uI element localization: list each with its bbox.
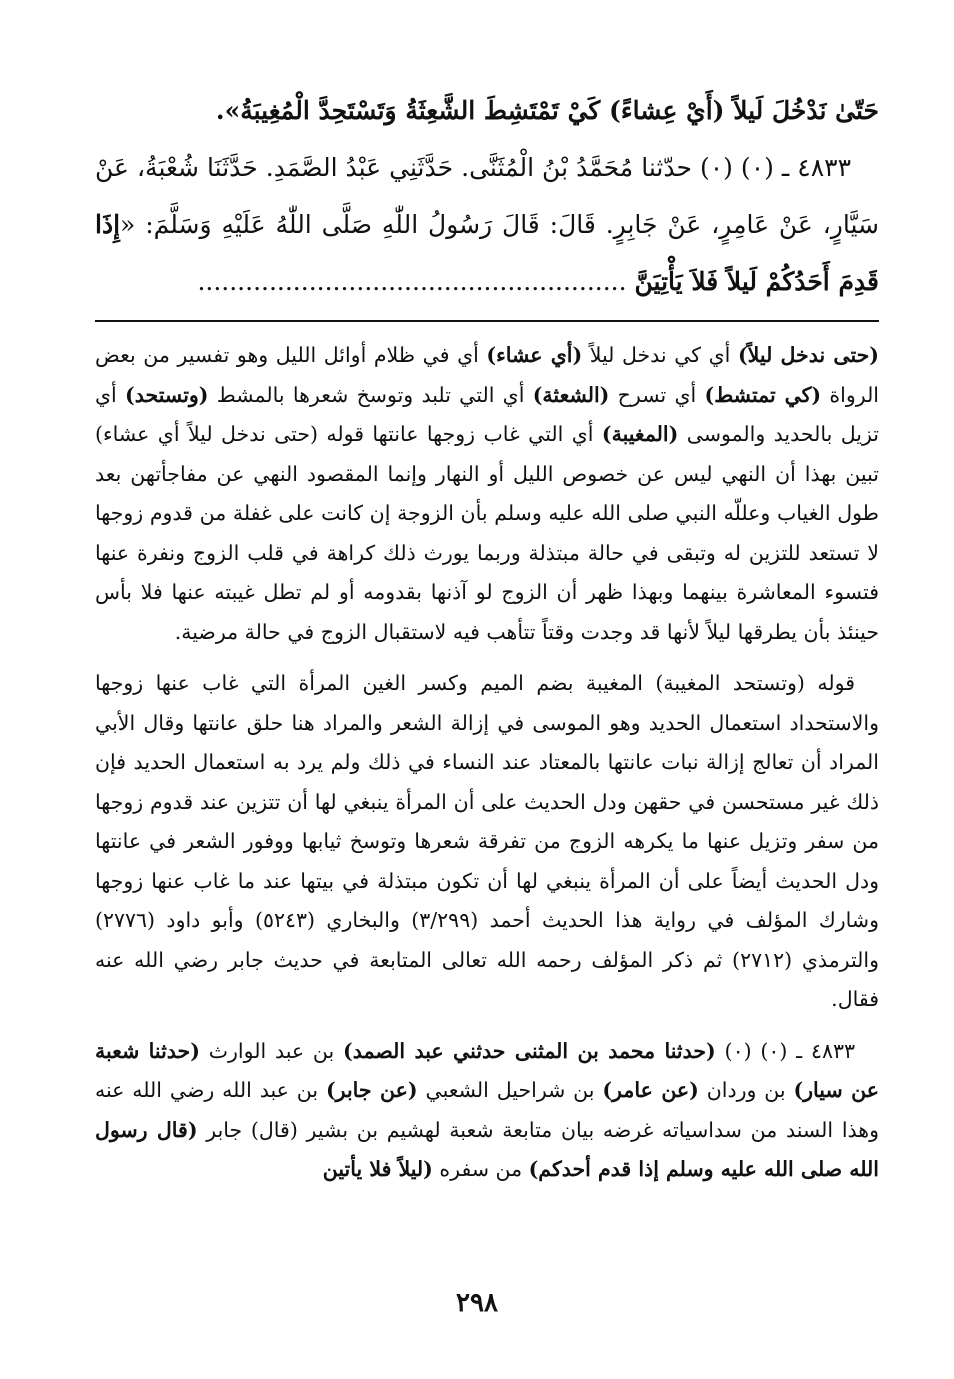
hadith-isnad: حدّثنا مُحَمَّدُ بْنُ الْمُثَنَّى. حَدَّثَنِي عَبْدُ الصَّمَدِ. حَدَّثَنَا شُعْبَةُ، عَنْ سَيَّارٍ، عَنْ عَامِرٍ، عَنْ جَابِرٍ. قَالَ: قَالَ رَسُولُ اللّٰهِ صَلَّى اللّٰهُ عَلَيْهِ وَسَلَّمَ: « — [95, 153, 879, 239]
term: (كي تمتشط) — [704, 382, 822, 407]
hadith-paragraph — [95, 139, 879, 310]
term: (عن جابر) — [325, 1078, 418, 1102]
hadith-matn: إِذَا قَدِمَ أَحَدُكُمْ لَيلاً فَلاَ يَأْتِيَنَّ — [95, 210, 879, 296]
term: (المغيبة) — [601, 422, 679, 446]
term: (عن عامر) — [602, 1078, 699, 1102]
explanation: أي التي تلبد وتوسخ شعرها بالمشط — [208, 382, 533, 407]
explanation: من سفره — [432, 1157, 529, 1181]
hadith-number: ٤٨٣٣ ـ (٠) (٠) — [715, 1038, 856, 1063]
term: (قال رسول الله صلى الله عليه وسلم إذا قدم أحدكم) — [95, 1117, 879, 1181]
explanation: أي تسرح — [609, 382, 705, 407]
hadith-continuation-line: حَتّىٰ نَدْخُلَ لَيلاً (أَيْ عِشاءً) كَيْ تَمْتَشِطَ الشَّعِثَةُ وَتَسْتَحِدَّ الْمُغِيبَةُ». — [215, 96, 879, 125]
explanation: أي كي ندخل ليلاً — [582, 343, 738, 367]
explanation: أي التي غاب زوجها عانتها قوله (حتى ندخل ليلاً أي عشاء) تبين بهذا أن النهي ليس عن خصوص الليل أو النهار وإنما المقصود النهي عن مفاجأتهن بعد طول الغياب وعللّه النبي صلى الله عليه وسلم بأن الزوجة إن كانت على غفلة من قدوم زوجها لا تستعد للتزين له وتبقى في حالة مبتذلة وربما يورث ذلك كراهة في قلب الزوج ونفرة عنها فتسوء المعاشرة بينهما وبهذا ظهر أن الزوج لو آذنها بقدومه أو لم تطل غيبته عنها فلا بأس حينئذ بأن يطرقها ليلاً لأنها قد وجدت وقتاً تتأهب فيه لاستقبال الزوج في حالة مرضية. — [95, 422, 879, 644]
explanation: بن وردان — [698, 1078, 794, 1102]
commentary-paragraph-3 — [95, 1032, 879, 1190]
hadith-dots: ...................................................... — [197, 267, 635, 296]
term: (حتى ندخل ليلاً) — [737, 343, 880, 367]
term: (وتستحد) — [125, 382, 209, 407]
commentary-block — [95, 336, 879, 1202]
hadith-text-block — [95, 82, 879, 310]
term: (حدثنا شعبة عن سيار) — [95, 1038, 879, 1102]
explanation: أي تزيل بالحديد والموسى — [95, 382, 879, 446]
footnote-divider — [95, 320, 879, 322]
page-number: ٢٩٨ — [456, 1288, 498, 1318]
explanation: بن عبد الله رضي الله عنه وهذا السند من سداسياته غرضه بيان متابعة شعبة لهشيم بن بشير (قال) جابر — [95, 1078, 879, 1142]
term: (الشعثة) — [532, 382, 610, 407]
explanation: أي في ظلام أوائل الليل وهو تفسير من بعض الرواة — [95, 343, 880, 407]
hadith-number: ٤٨٣٣ ـ (٠) (٠) — [691, 153, 851, 182]
explanation: بن عبد الوارث — [199, 1038, 344, 1063]
term: (حدثنا محمد بن المثنى حدثني عبد الصمد) — [343, 1038, 716, 1063]
commentary-paragraph-1 — [95, 336, 879, 652]
explanation: بن شراحيل الشعبي — [417, 1078, 603, 1102]
term: (أي عشاء) — [486, 343, 583, 367]
commentary-paragraph-2: قوله (وتستحد المغيبة) المغيبة بضم الميم وكسر الغين المرأة التي غاب عنها زوجها والاستحداد استعمال الحديد وهو الموسى في إزالة الشعر والمراد هنا حلق عانتها وقال الأبي المراد أن تعالج إزالة نبات عانتها بالمعتاد عند النساء في ذلك ولم يرد به استعمال الحديد فإن ذلك غير مستحسن في حقهن ودل الحديث على أن المرأة ينبغي لها أن تتزين عند قدوم زوجها من سفر وتزيل عنها ما يكرهه الزوج من تفرقة شعرها وتوسخ ثيابها ووفور الشعر في عانتها ودل الحديث أيضاً على أن المرأة ينبغي لها أن تكون مبتذلة في بيتها عند ما غاب عنها زوجها وشارك المؤلف في رواية هذا الحديث أحمد (٣/٢٩٩) والبخاري (٥٢٤٣) وأبو داود (٢٧٧٦) والترمذي (٢٧١٢) ثم ذكر المؤلف رحمه الله تعالى المتابعة في حديث جابر رضي الله عنه فقال. — [95, 671, 879, 1011]
term: (ليلاً فلا يأتين — [322, 1157, 433, 1181]
